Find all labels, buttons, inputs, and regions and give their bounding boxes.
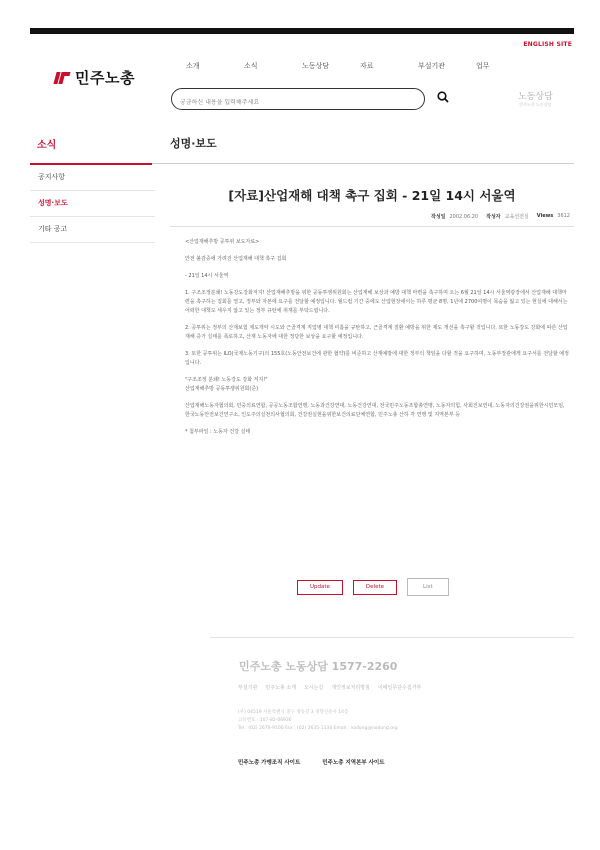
body-paragraph: 산업재해추방 공동투쟁위원회(준)	[185, 386, 259, 392]
footer-title: 민주노총 노동상담 1577-2260	[239, 660, 398, 673]
sidebar-item-statement[interactable]: 성명·보도	[30, 191, 155, 217]
list-button[interactable]: List	[407, 578, 449, 596]
search-input[interactable]	[180, 99, 400, 106]
article-title: [자료]산업재해 대책 촉구 집회 - 21일 14시 서울역	[228, 188, 516, 204]
consult-label: 노동상담	[518, 92, 553, 102]
body-paragraph: * 첨부파일 : 노동자 건강 실태	[185, 429, 251, 435]
body-paragraph: 1. 구조조정분쇄! 노동강도강화저지! 산업재해추방을 위한 공동투쟁위원회는 산업재해 보상과 예방 대책 마련을 촉구하며 오는 6월 21일 14시 서울역광장에서 산업재해 대책마련을 촉구하는 집회를 열고, 정부와 자본에 요구를 전달할 예정입니다. 월드컵 기간 중에도 산업현장에서는 하루 평균 8명, 1년에 2700여명이 목숨을 잃고 있는 현실에 대해서는 어떠한 대책도 세우지 않고 있는 정부 규탄에 취재를 부탁드립니다.	[185, 290, 568, 314]
footer-info	[238, 709, 398, 733]
body-paragraph: <산업재해추방 공투위 보도자료>	[185, 239, 260, 245]
footer-link[interactable]: 부설기관	[238, 685, 258, 691]
footer-contact: Tel : (02) 2670-9100 Fax : (02) 2635-1134 Email : nodong@nodong.org	[238, 726, 398, 731]
footer-link[interactable]: 개인정보처리방침	[331, 685, 370, 691]
footer-links	[238, 684, 421, 691]
meta-divider	[170, 226, 574, 227]
search-icon[interactable]	[437, 91, 449, 103]
affiliate-site-link[interactable]: 민주노총 가맹조직 사이트	[238, 760, 301, 766]
body-paragraph: 안전 불감증에 가려진 산업재해 대책 촉구 집회	[185, 256, 287, 262]
footer-site-links	[238, 758, 385, 766]
article-body	[185, 238, 570, 445]
meta-author: 작성자 교육선전실	[486, 214, 529, 220]
footer-link[interactable]: 민주노총 소개	[265, 685, 296, 691]
footer-link[interactable]: 이메일무단수집거부	[377, 685, 422, 691]
meta-views: Views 3612	[536, 213, 570, 219]
consult-link[interactable]	[518, 89, 553, 108]
nav-item[interactable]: 자료	[360, 62, 374, 70]
main-nav	[186, 61, 534, 71]
logo-mark-icon	[53, 70, 71, 86]
footer-link[interactable]: 오시는길	[303, 685, 324, 691]
update-button[interactable]: Update	[297, 580, 343, 595]
nav-item[interactable]: 소식	[244, 62, 258, 70]
search-box	[171, 88, 425, 110]
body-paragraph: 산업재해노동자협의회, 민중의료연합, 공공노동조합연맹, 노동과건강연대, 노동건강연대, 전국민주노동조합총연맹, 노동자의힘, 사회진보연대, 노동자의건강권을위한시민모임, 한국노동안전보건연구소, 인도주의실천의사협의회, 건강권실현을위한보건의료단체연합, 민주노총 산하 각 연맹 및 지역본부 등	[185, 403, 565, 418]
article-actions	[297, 578, 449, 596]
nav-item[interactable]: 노동상담	[302, 62, 330, 70]
delete-button[interactable]: Delete	[353, 580, 397, 595]
title-divider	[30, 163, 574, 164]
nav-item[interactable]: 업무	[476, 62, 490, 70]
english-site-link[interactable]: ENGLISH SITE	[523, 41, 572, 48]
sidebar-item-other[interactable]: 기타 공고	[30, 217, 155, 243]
sidebar	[30, 165, 155, 243]
top-black-bar	[30, 28, 574, 34]
body-paragraph: "구조조정 분쇄! 노동강도 강화 저지!"	[185, 377, 268, 383]
regional-site-link[interactable]: 민주노총 지역본부 사이트	[322, 760, 385, 766]
logo-text: 민주노총	[75, 69, 135, 87]
section-category: 소식	[37, 140, 57, 151]
nav-item[interactable]: 소개	[186, 62, 200, 70]
sidebar-item-notice[interactable]: 공지사항	[30, 165, 155, 191]
footer-divider	[210, 637, 574, 638]
body-paragraph: 3. 또한 공투위는 ILO(국제노동기구)의 155호(노동안전보건에 관한 협약)를 비준하고 산재예방에 대한 정부의 책임을 다할 것을 요구하며, 노동부장관에게 요구서를 전달할 예정입니다.	[185, 351, 569, 366]
nav-item[interactable]: 부설기관	[418, 62, 446, 70]
body-paragraph: - 21일 14시 서울역	[185, 273, 229, 279]
footer-bizno: 고유번호 : 107-82-06936	[238, 718, 292, 723]
footer-address: (우) 04519 서울특별시 중구 정동길 3 경향신문사 14층	[238, 710, 349, 715]
page-title: 성명·보도	[170, 137, 217, 150]
site-logo[interactable]	[53, 67, 135, 88]
body-paragraph: 2. 공투위는 정부의 산재보험 제도개악 시도와 근골격계 직업병 대책 미흡을 규탄하고, 근골격계 질환 예방을 위한 제도 개선을 촉구할 것입니다. 또한 노동강도 강화에 따른 산업재해 증가 실태를 폭로하고, 산재 노동자에 대한 정당한 보상을 요구할 예정입니다.	[185, 325, 568, 340]
meta-date: 작성일 2002.06.20	[430, 214, 479, 220]
consult-sub: 민주노총 노동상담	[519, 102, 552, 107]
article-meta	[431, 213, 570, 220]
